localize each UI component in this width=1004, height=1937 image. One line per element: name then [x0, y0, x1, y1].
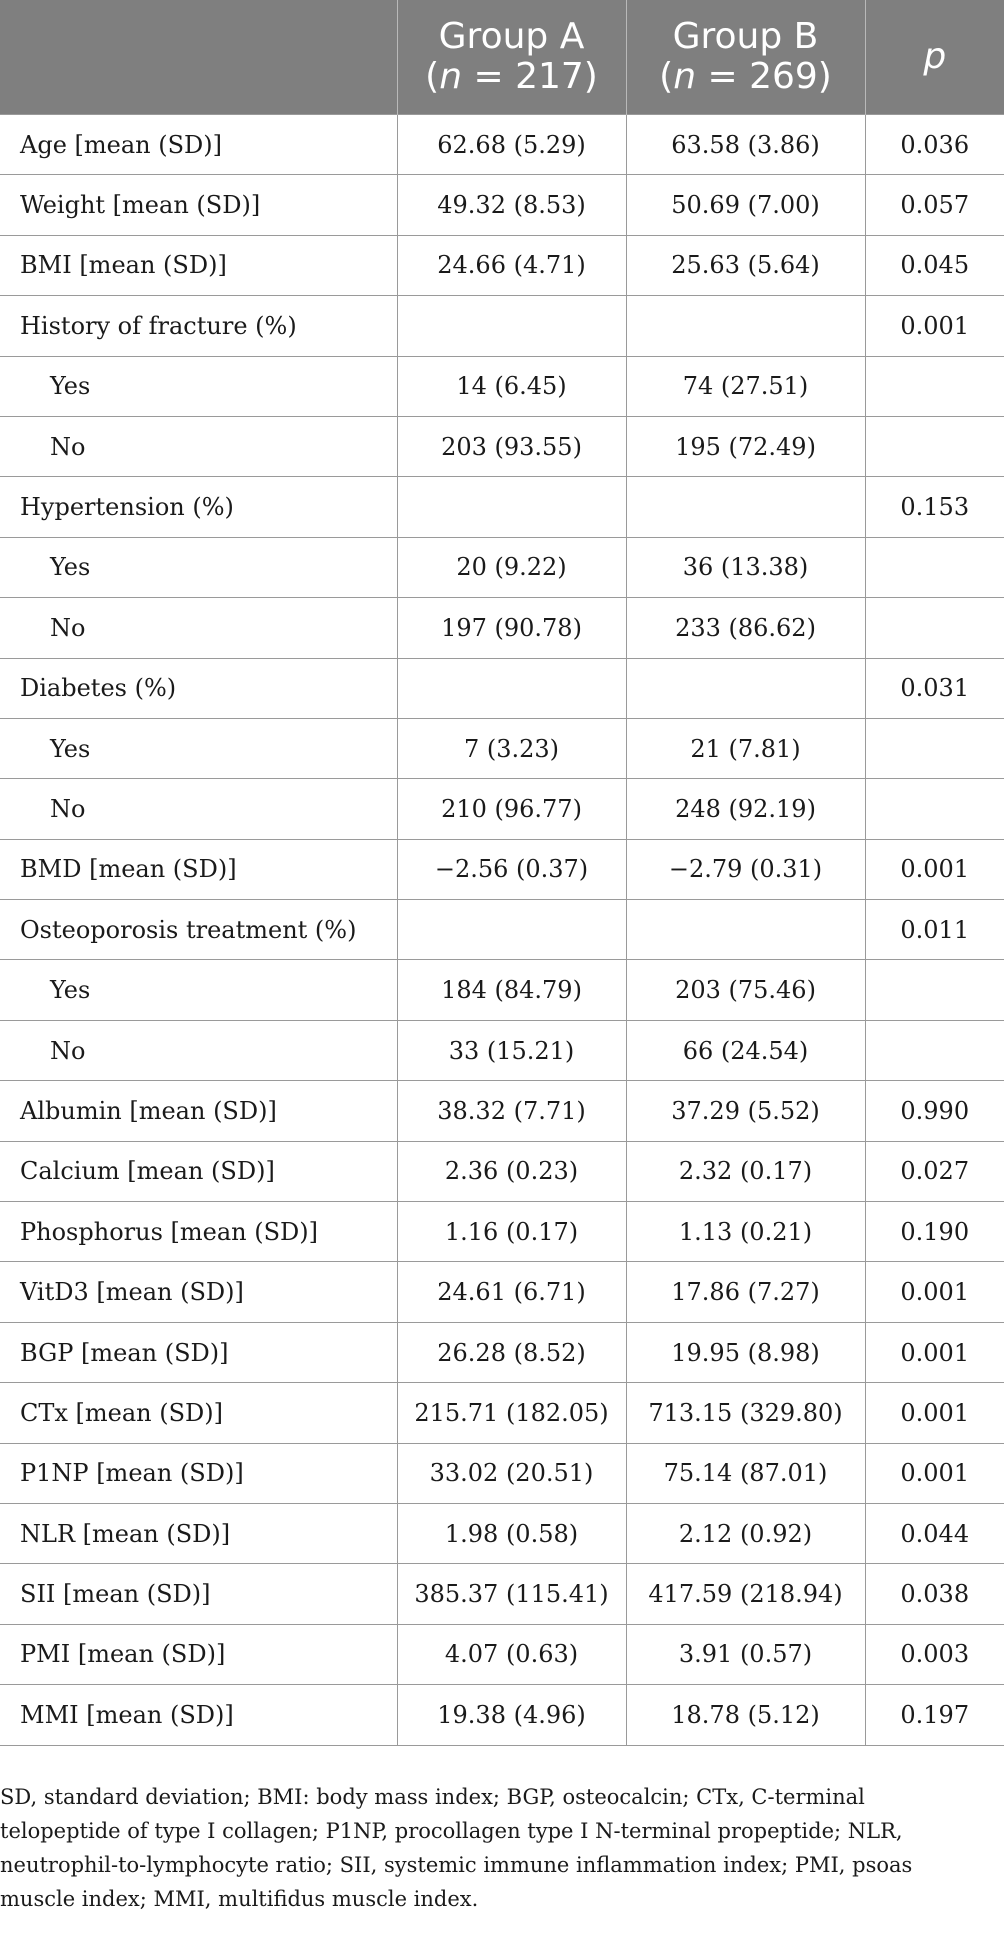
- group-b-value: [626, 296, 865, 356]
- row-label: Yes: [0, 356, 397, 416]
- group-a-value: 19.38 (4.96): [397, 1685, 626, 1745]
- row-label: Diabetes (%): [0, 658, 397, 718]
- group-a-value: 24.66 (4.71): [397, 235, 626, 295]
- group-a-value: 24.61 (6.71): [397, 1262, 626, 1322]
- row-label: No: [0, 1020, 397, 1080]
- row-label: NLR [mean (SD)]: [0, 1503, 397, 1563]
- table-row: [0, 1322, 1004, 1382]
- p-value: [865, 779, 1004, 839]
- table-row: [0, 1503, 1004, 1563]
- p-value: [865, 718, 1004, 778]
- p-value: 0.153: [865, 477, 1004, 537]
- group-b-value: [626, 477, 865, 537]
- group-a-value: 215.71 (182.05): [397, 1383, 626, 1443]
- p-value: 0.011: [865, 900, 1004, 960]
- row-label: Hypertension (%): [0, 477, 397, 537]
- table-row: [0, 960, 1004, 1020]
- table-footnote: SD, standard deviation; BMI: body mass index; BGP, osteocalcin; CTx, C-terminal telopeptide of type I collagen; P1NP, procollagen type I N-terminal propeptide; NLR, neutrophil-to-lymphocyte ratio; SII, systemic immune inflammation index; PMI, psoas muscle index; MMI, multifidus muscle index.: [0, 1785, 913, 1911]
- table-row: [0, 175, 1004, 235]
- p-value: [865, 356, 1004, 416]
- p-value: 0.197: [865, 1685, 1004, 1745]
- group-b-value: 417.59 (218.94): [626, 1564, 865, 1624]
- group-b-value: 19.95 (8.98): [626, 1322, 865, 1382]
- row-label: BMI [mean (SD)]: [0, 235, 397, 295]
- group-a-value: 14 (6.45): [397, 356, 626, 416]
- row-label: Osteoporosis treatment (%): [0, 900, 397, 960]
- p-value: 0.001: [865, 1322, 1004, 1382]
- row-label: Yes: [0, 960, 397, 1020]
- table-row: [0, 1081, 1004, 1141]
- header-group-a-line: (n = 217): [425, 56, 598, 97]
- group-a-value: 20 (9.22): [397, 537, 626, 597]
- group-b-value: 713.15 (329.80): [626, 1383, 865, 1443]
- row-label: VitD3 [mean (SD)]: [0, 1262, 397, 1322]
- table-row: [0, 477, 1004, 537]
- table-row: [0, 658, 1004, 718]
- row-label: Calcium [mean (SD)]: [0, 1141, 397, 1201]
- header-group-b-line: Group B: [672, 16, 819, 57]
- group-b-value: 50.69 (7.00): [626, 175, 865, 235]
- group-b-value: 75.14 (87.01): [626, 1443, 865, 1503]
- table-row: [0, 839, 1004, 899]
- p-value: 0.038: [865, 1564, 1004, 1624]
- p-value: [865, 598, 1004, 658]
- table-row: [0, 356, 1004, 416]
- group-b-value: 63.58 (3.86): [626, 115, 865, 175]
- header-p-value: [865, 0, 1004, 115]
- group-a-value: 4.07 (0.63): [397, 1624, 626, 1684]
- table-row: [0, 1685, 1004, 1745]
- p-value: [865, 960, 1004, 1020]
- row-label: MMI [mean (SD)]: [0, 1685, 397, 1745]
- header-row: [0, 0, 1004, 115]
- group-a-value: 62.68 (5.29): [397, 115, 626, 175]
- group-a-value: [397, 296, 626, 356]
- row-label: P1NP [mean (SD)]: [0, 1443, 397, 1503]
- p-value: 0.031: [865, 658, 1004, 718]
- table-row: [0, 900, 1004, 960]
- group-a-value: 2.36 (0.23): [397, 1141, 626, 1201]
- table-row: [0, 598, 1004, 658]
- p-value: 0.001: [865, 1262, 1004, 1322]
- p-value: 0.003: [865, 1624, 1004, 1684]
- group-a-value: 184 (84.79): [397, 960, 626, 1020]
- table-row: [0, 1564, 1004, 1624]
- header-group-a-line: Group A: [438, 16, 585, 57]
- group-b-value: 2.12 (0.92): [626, 1503, 865, 1563]
- group-a-value: [397, 900, 626, 960]
- group-b-value: −2.79 (0.31): [626, 839, 865, 899]
- group-b-value: 17.86 (7.27): [626, 1262, 865, 1322]
- group-a-value: 197 (90.78): [397, 598, 626, 658]
- table-row: [0, 1383, 1004, 1443]
- group-b-value: 74 (27.51): [626, 356, 865, 416]
- row-label: BGP [mean (SD)]: [0, 1322, 397, 1382]
- p-value: 0.001: [865, 1383, 1004, 1443]
- group-a-value: [397, 658, 626, 718]
- row-label: Weight [mean (SD)]: [0, 175, 397, 235]
- row-label: PMI [mean (SD)]: [0, 1624, 397, 1684]
- group-a-value: 203 (93.55): [397, 416, 626, 476]
- header-group-b-line: (n = 269): [659, 56, 832, 97]
- table-body: [0, 115, 1004, 1746]
- row-label: Phosphorus [mean (SD)]: [0, 1202, 397, 1262]
- group-b-value: 233 (86.62): [626, 598, 865, 658]
- group-a-value: 7 (3.23): [397, 718, 626, 778]
- group-b-value: 195 (72.49): [626, 416, 865, 476]
- group-a-value: 210 (96.77): [397, 779, 626, 839]
- table-row: [0, 1624, 1004, 1684]
- header-group-b: [626, 0, 865, 115]
- row-label: No: [0, 598, 397, 658]
- table-row: [0, 537, 1004, 597]
- header-p-value-line: p: [923, 36, 947, 77]
- row-label: SII [mean (SD)]: [0, 1564, 397, 1624]
- header-variable: [0, 0, 397, 115]
- p-value: 0.001: [865, 839, 1004, 899]
- group-a-value: 1.16 (0.17): [397, 1202, 626, 1262]
- group-a-value: 26.28 (8.52): [397, 1322, 626, 1382]
- p-value: 0.190: [865, 1202, 1004, 1262]
- group-b-value: 25.63 (5.64): [626, 235, 865, 295]
- p-value: 0.001: [865, 1443, 1004, 1503]
- table-row: [0, 779, 1004, 839]
- p-value: 0.057: [865, 175, 1004, 235]
- group-b-value: 203 (75.46): [626, 960, 865, 1020]
- group-b-value: 3.91 (0.57): [626, 1624, 865, 1684]
- group-a-value: 385.37 (115.41): [397, 1564, 626, 1624]
- p-value: 0.044: [865, 1503, 1004, 1563]
- group-b-value: 66 (24.54): [626, 1020, 865, 1080]
- row-label: No: [0, 779, 397, 839]
- group-b-value: 37.29 (5.52): [626, 1081, 865, 1141]
- row-label: Albumin [mean (SD)]: [0, 1081, 397, 1141]
- group-a-value: 49.32 (8.53): [397, 175, 626, 235]
- p-value: 0.001: [865, 296, 1004, 356]
- group-b-value: 2.32 (0.17): [626, 1141, 865, 1201]
- p-value: [865, 537, 1004, 597]
- table-row: [0, 1020, 1004, 1080]
- group-a-value: 38.32 (7.71): [397, 1081, 626, 1141]
- row-label: CTx [mean (SD)]: [0, 1383, 397, 1443]
- row-label: History of fracture (%): [0, 296, 397, 356]
- row-label: No: [0, 416, 397, 476]
- table-row: [0, 1141, 1004, 1201]
- p-value: 0.045: [865, 235, 1004, 295]
- p-value: 0.036: [865, 115, 1004, 175]
- p-value: [865, 416, 1004, 476]
- group-b-value: 21 (7.81): [626, 718, 865, 778]
- table-row: [0, 718, 1004, 778]
- group-b-value: 1.13 (0.21): [626, 1202, 865, 1262]
- group-b-value: [626, 900, 865, 960]
- p-value: [865, 1020, 1004, 1080]
- group-b-value: [626, 658, 865, 718]
- group-b-value: 248 (92.19): [626, 779, 865, 839]
- table-row: [0, 235, 1004, 295]
- header-group-a: [397, 0, 626, 115]
- group-a-value: 1.98 (0.58): [397, 1503, 626, 1563]
- table-row: [0, 1202, 1004, 1262]
- group-b-value: 18.78 (5.12): [626, 1685, 865, 1745]
- group-a-value: 33.02 (20.51): [397, 1443, 626, 1503]
- p-value: 0.027: [865, 1141, 1004, 1201]
- row-label: Age [mean (SD)]: [0, 115, 397, 175]
- table-row: [0, 1443, 1004, 1503]
- row-label: BMD [mean (SD)]: [0, 839, 397, 899]
- group-a-value: [397, 477, 626, 537]
- group-a-value: 33 (15.21): [397, 1020, 626, 1080]
- row-label: Yes: [0, 537, 397, 597]
- group-a-value: −2.56 (0.37): [397, 839, 626, 899]
- table-row: [0, 296, 1004, 356]
- table-row: [0, 416, 1004, 476]
- table-row: [0, 1262, 1004, 1322]
- table-row: [0, 115, 1004, 175]
- row-label: Yes: [0, 718, 397, 778]
- group-b-value: 36 (13.38): [626, 537, 865, 597]
- p-value: 0.990: [865, 1081, 1004, 1141]
